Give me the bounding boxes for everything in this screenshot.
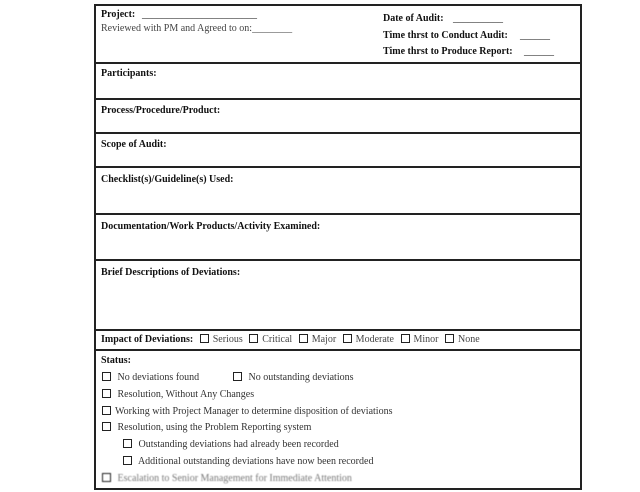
checklists-section[interactable] (96, 166, 580, 215)
reviewed-label[interactable]: Reviewed with PM and Agreed to on:________ (101, 23, 293, 34)
process-label: Process/Procedure/Product: (101, 105, 221, 116)
status-no-outstanding[interactable]: No outstanding deviations (233, 372, 354, 383)
moderate-checkbox[interactable] (343, 334, 352, 343)
impact-row (101, 334, 480, 346)
deviations-section[interactable] (96, 259, 580, 331)
no-deviations-checkbox[interactable] (102, 372, 111, 381)
time-conduct-label: Time thrst to Conduct Audit: (383, 30, 508, 41)
status-resolution-prs[interactable]: Resolution, using the Problem Reporting system (102, 422, 311, 433)
participants-label: Participants: (101, 68, 157, 79)
time-report-label: Time thrst to Produce Report: (383, 46, 513, 57)
date-of-audit-field[interactable]: __________ (453, 13, 503, 24)
impact-option-major[interactable]: Major (299, 334, 336, 345)
impact-section (96, 329, 580, 351)
major-checkbox[interactable] (299, 334, 308, 343)
time-report-field[interactable]: ______ (524, 46, 554, 57)
impact-option-moderate[interactable]: Moderate (343, 334, 394, 345)
scope-section[interactable] (96, 132, 580, 168)
date-of-audit-label: Date of Audit: (383, 13, 444, 24)
impact-option-critical[interactable]: Critical (249, 334, 292, 345)
project-label: Project: (101, 9, 136, 20)
checklists-label: Checklist(s)/Guideline(s) Used: (101, 174, 234, 185)
time-conduct-field[interactable]: ______ (520, 30, 550, 41)
impact-option-none[interactable]: None (445, 334, 480, 345)
status-outstanding-recorded[interactable]: Outstanding deviations had already been recorded (123, 439, 339, 450)
participants-section[interactable] (96, 62, 580, 100)
impact-label: Impact of Deviations: (101, 334, 194, 345)
outstanding-recorded-checkbox[interactable] (123, 439, 132, 448)
scope-label: Scope of Audit: (101, 139, 167, 150)
documentation-label: Documentation/Work Products/Activity Examined: (101, 221, 321, 232)
status-section (96, 349, 580, 492)
none-checkbox[interactable] (445, 334, 454, 343)
process-section[interactable] (96, 98, 580, 134)
impact-option-minor[interactable]: Minor (401, 334, 439, 345)
audit-form (94, 4, 582, 490)
status-resolution-no-changes[interactable]: Resolution, Without Any Changes (102, 389, 254, 400)
resolution-prs-checkbox[interactable] (102, 422, 111, 431)
working-pm-checkbox[interactable] (102, 406, 111, 415)
header-section (96, 6, 580, 64)
serious-checkbox[interactable] (200, 334, 209, 343)
status-additional-recorded[interactable]: Additional outstanding deviations have now been recorded (123, 456, 373, 467)
status-working-pm[interactable]: Working with Project Manager to determine disposition of deviations (102, 406, 392, 417)
status-escalation[interactable]: Escalation to Senior Management for Immediate Attention (102, 473, 352, 484)
impact-option-serious[interactable]: Serious (200, 334, 243, 345)
status-label: Status: (101, 355, 132, 366)
resolution-no-changes-checkbox[interactable] (102, 389, 111, 398)
minor-checkbox[interactable] (401, 334, 410, 343)
additional-recorded-checkbox[interactable] (123, 456, 132, 465)
critical-checkbox[interactable] (249, 334, 258, 343)
status-no-deviations[interactable]: No deviations found (102, 372, 199, 383)
escalation-checkbox[interactable] (102, 473, 111, 482)
deviations-label: Brief Descriptions of Deviations: (101, 267, 241, 278)
documentation-section[interactable] (96, 213, 580, 261)
project-field[interactable]: _______________________ (142, 9, 257, 20)
no-outstanding-checkbox[interactable] (233, 372, 242, 381)
